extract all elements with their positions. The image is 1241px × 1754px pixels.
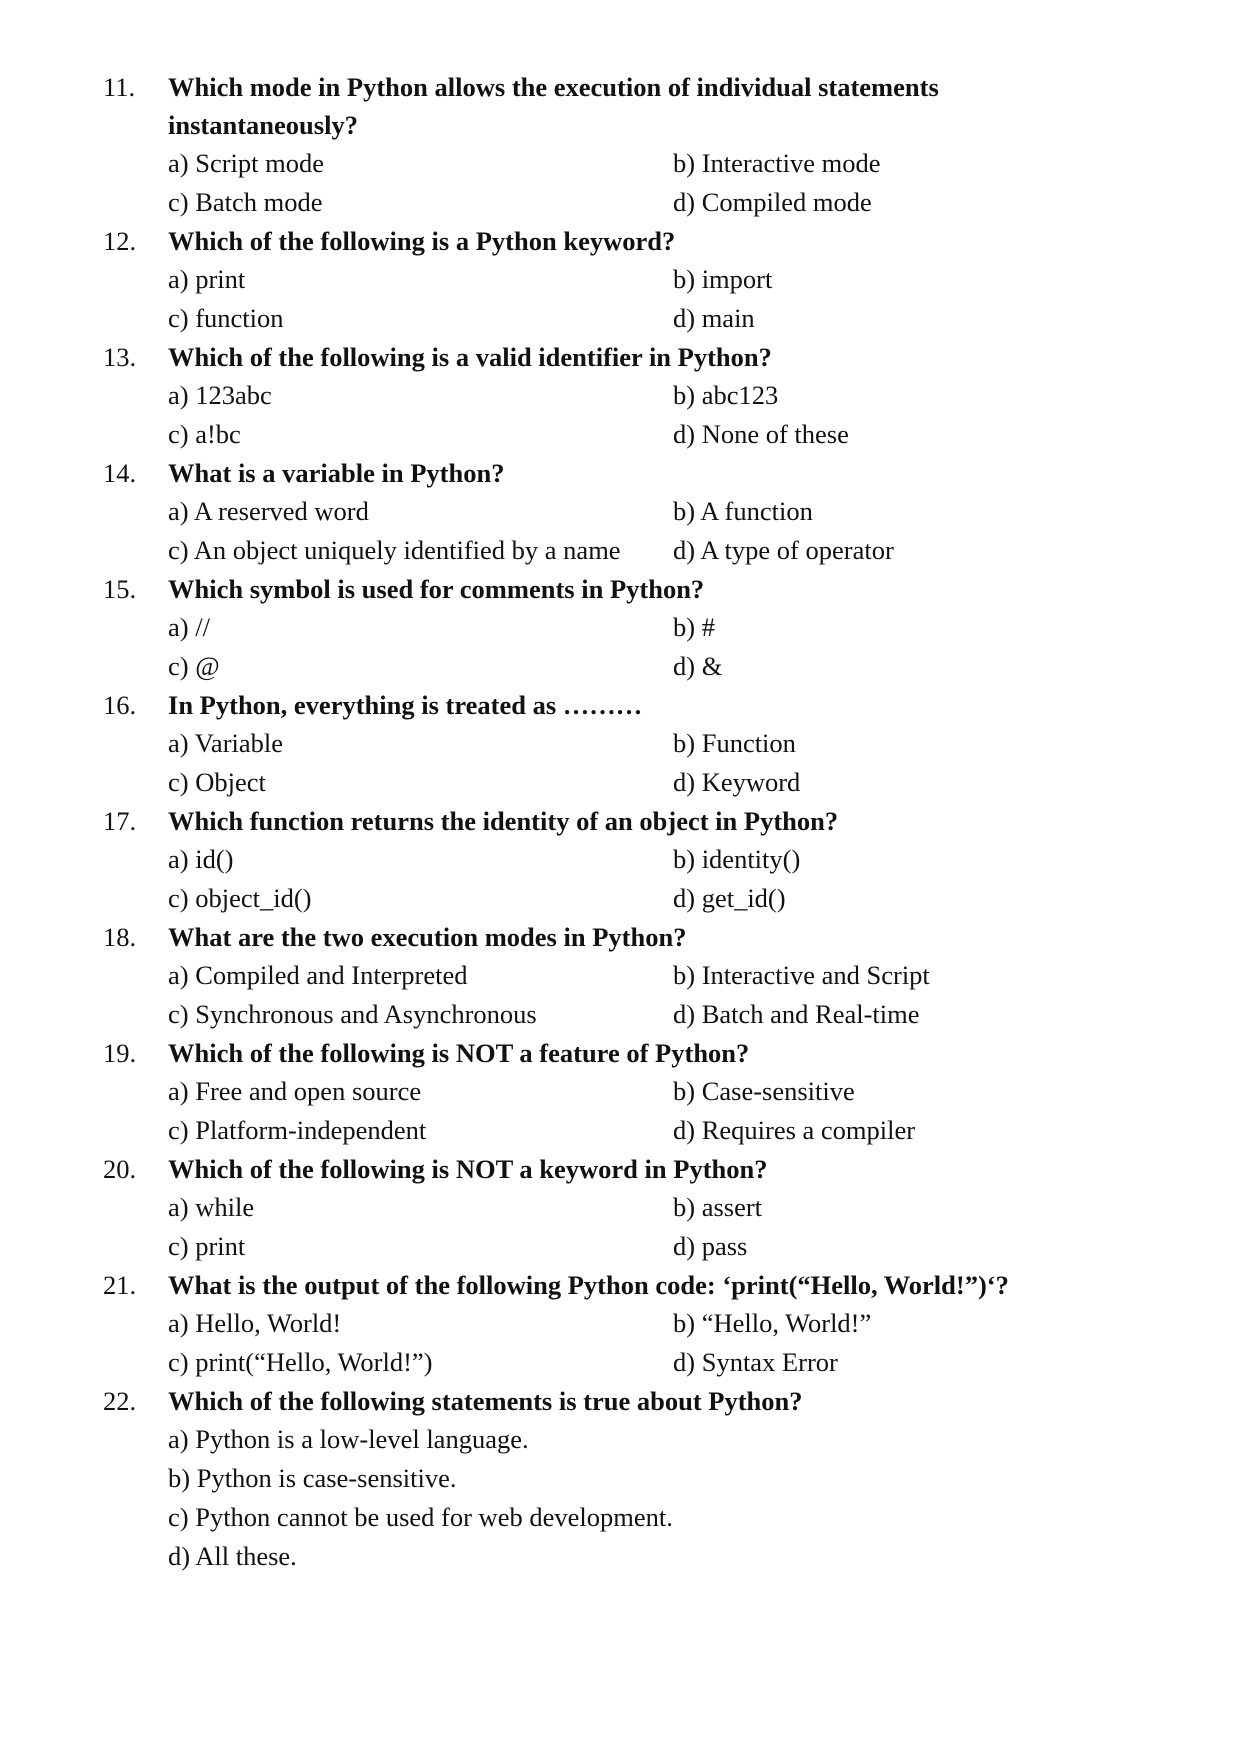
question-header — [0, 686, 1241, 724]
answer-options — [168, 492, 1241, 570]
answer-option: a) print — [168, 264, 246, 294]
question-header — [0, 1266, 1241, 1304]
answer-options — [168, 608, 1241, 686]
question-text: Which of the following is a Python keyword? — [168, 226, 676, 256]
question-item — [0, 222, 1241, 338]
answer-option: a) Python is a low-level language. — [168, 1424, 529, 1454]
answer-option: c) function — [168, 303, 284, 333]
question-item — [0, 1150, 1241, 1266]
answer-option: a) while — [168, 1192, 255, 1222]
answer-option: d) Requires a compiler — [673, 1115, 916, 1145]
question-text: Which function returns the identity of an object in Python? — [168, 806, 839, 836]
answer-options — [168, 1420, 1241, 1576]
answer-option: c) Platform-independent — [168, 1115, 427, 1145]
answer-option: a) Compiled and Interpreted — [168, 960, 468, 990]
answer-option: c) Python cannot be used for web development. — [168, 1502, 673, 1532]
question-text: What is a variable in Python? — [168, 458, 505, 488]
answer-option: c) An object uniquely identified by a name — [168, 535, 621, 565]
question-text: In Python, everything is treated as ……… — [168, 690, 643, 720]
answer-options — [168, 260, 1241, 338]
question-number: 13. — [103, 342, 137, 372]
question-item — [0, 338, 1241, 454]
answer-option: c) @ — [168, 651, 220, 681]
answer-option: b) A function — [673, 496, 813, 526]
question-sheet — [0, 68, 1241, 1576]
answer-option: d) Batch and Real-time — [673, 999, 920, 1029]
question-header — [0, 454, 1241, 492]
question-header — [0, 222, 1241, 260]
question-number: 19. — [103, 1038, 137, 1068]
answer-option: d) main — [673, 303, 755, 333]
answer-option: b) abc123 — [673, 380, 779, 410]
answer-option: b) assert — [673, 1192, 763, 1222]
question-item — [0, 1266, 1241, 1382]
question-item — [0, 686, 1241, 802]
answer-option: b) # — [673, 612, 715, 642]
question-number: 18. — [103, 922, 137, 952]
question-text: What are the two execution modes in Python? — [168, 922, 687, 952]
answer-option: a) Hello, World! — [168, 1308, 342, 1338]
answer-option: a) Variable — [168, 728, 284, 758]
question-number: 14. — [103, 458, 137, 488]
answer-option: b) Interactive mode — [673, 148, 881, 178]
answer-option: c) print — [168, 1231, 246, 1261]
question-number: 20. — [103, 1154, 137, 1184]
answer-options — [168, 956, 1241, 1034]
answer-option: c) print(“Hello, World!”) — [168, 1347, 433, 1377]
answer-option: a) 123abc — [168, 380, 272, 410]
answer-options — [168, 840, 1241, 918]
answer-option: a) id() — [168, 844, 234, 874]
answer-option: d) pass — [673, 1231, 748, 1261]
answer-option: b) Function — [673, 728, 796, 758]
question-header — [0, 1034, 1241, 1072]
question-number: 12. — [103, 226, 137, 256]
answer-option: c) Synchronous and Asynchronous — [168, 999, 537, 1029]
answer-option: b) Case-sensitive — [673, 1076, 855, 1106]
answer-option: c) object_id() — [168, 883, 312, 913]
question-item — [0, 68, 1241, 222]
question-text: What is the output of the following Python code: ‘print(“Hello, World!”)‘? — [168, 1270, 1009, 1300]
question-item — [0, 570, 1241, 686]
question-text: Which of the following is NOT a feature of Python? — [168, 1038, 750, 1068]
question-item — [0, 918, 1241, 1034]
question-item — [0, 1034, 1241, 1150]
answer-option: b) “Hello, World!” — [673, 1308, 872, 1338]
question-number: 21. — [103, 1270, 137, 1300]
answer-options — [168, 1072, 1241, 1150]
answer-option: b) Interactive and Script — [673, 960, 930, 990]
question-header — [0, 1150, 1241, 1188]
answer-option: d) A type of operator — [673, 535, 894, 565]
answer-option: a) A reserved word — [168, 496, 369, 526]
question-header — [0, 68, 1241, 144]
question-header — [0, 1382, 1241, 1420]
answer-options — [168, 724, 1241, 802]
answer-option: d) & — [673, 651, 723, 681]
question-text: Which of the following is a valid identifier in Python? — [168, 342, 772, 372]
answer-option: d) All these. — [168, 1541, 297, 1571]
answer-option: a) // — [168, 612, 210, 642]
question-header — [0, 570, 1241, 608]
answer-options — [168, 144, 1241, 222]
answer-option: c) a!bc — [168, 419, 241, 449]
answer-option: b) import — [673, 264, 773, 294]
answer-option: d) get_id() — [673, 883, 786, 913]
question-header — [0, 802, 1241, 840]
answer-options — [168, 376, 1241, 454]
answer-options — [168, 1188, 1241, 1266]
question-text: Which mode in Python allows the execution of individual statements instantaneously? — [168, 72, 939, 140]
question-text: Which symbol is used for comments in Python? — [168, 574, 705, 604]
answer-option: b) Python is case-sensitive. — [168, 1463, 457, 1493]
question-number: 11. — [103, 72, 136, 102]
answer-option: d) None of these — [673, 419, 849, 449]
question-text: Which of the following statements is true about Python? — [168, 1386, 803, 1416]
question-number: 22. — [103, 1386, 137, 1416]
question-text: Which of the following is NOT a keyword in Python? — [168, 1154, 768, 1184]
answer-option: b) identity() — [673, 844, 801, 874]
answer-option: d) Compiled mode — [673, 187, 872, 217]
question-header — [0, 338, 1241, 376]
question-header — [0, 918, 1241, 956]
answer-option: d) Keyword — [673, 767, 801, 797]
answer-option: a) Script mode — [168, 148, 325, 178]
question-number: 16. — [103, 690, 137, 720]
answer-options — [168, 1304, 1241, 1382]
question-number: 17. — [103, 806, 137, 836]
question-item — [0, 802, 1241, 918]
answer-option: d) Syntax Error — [673, 1347, 838, 1377]
answer-option: a) Free and open source — [168, 1076, 422, 1106]
answer-option: c) Object — [168, 767, 266, 797]
question-number: 15. — [103, 574, 137, 604]
answer-option: c) Batch mode — [168, 187, 323, 217]
question-item — [0, 454, 1241, 570]
question-item — [0, 1382, 1241, 1576]
